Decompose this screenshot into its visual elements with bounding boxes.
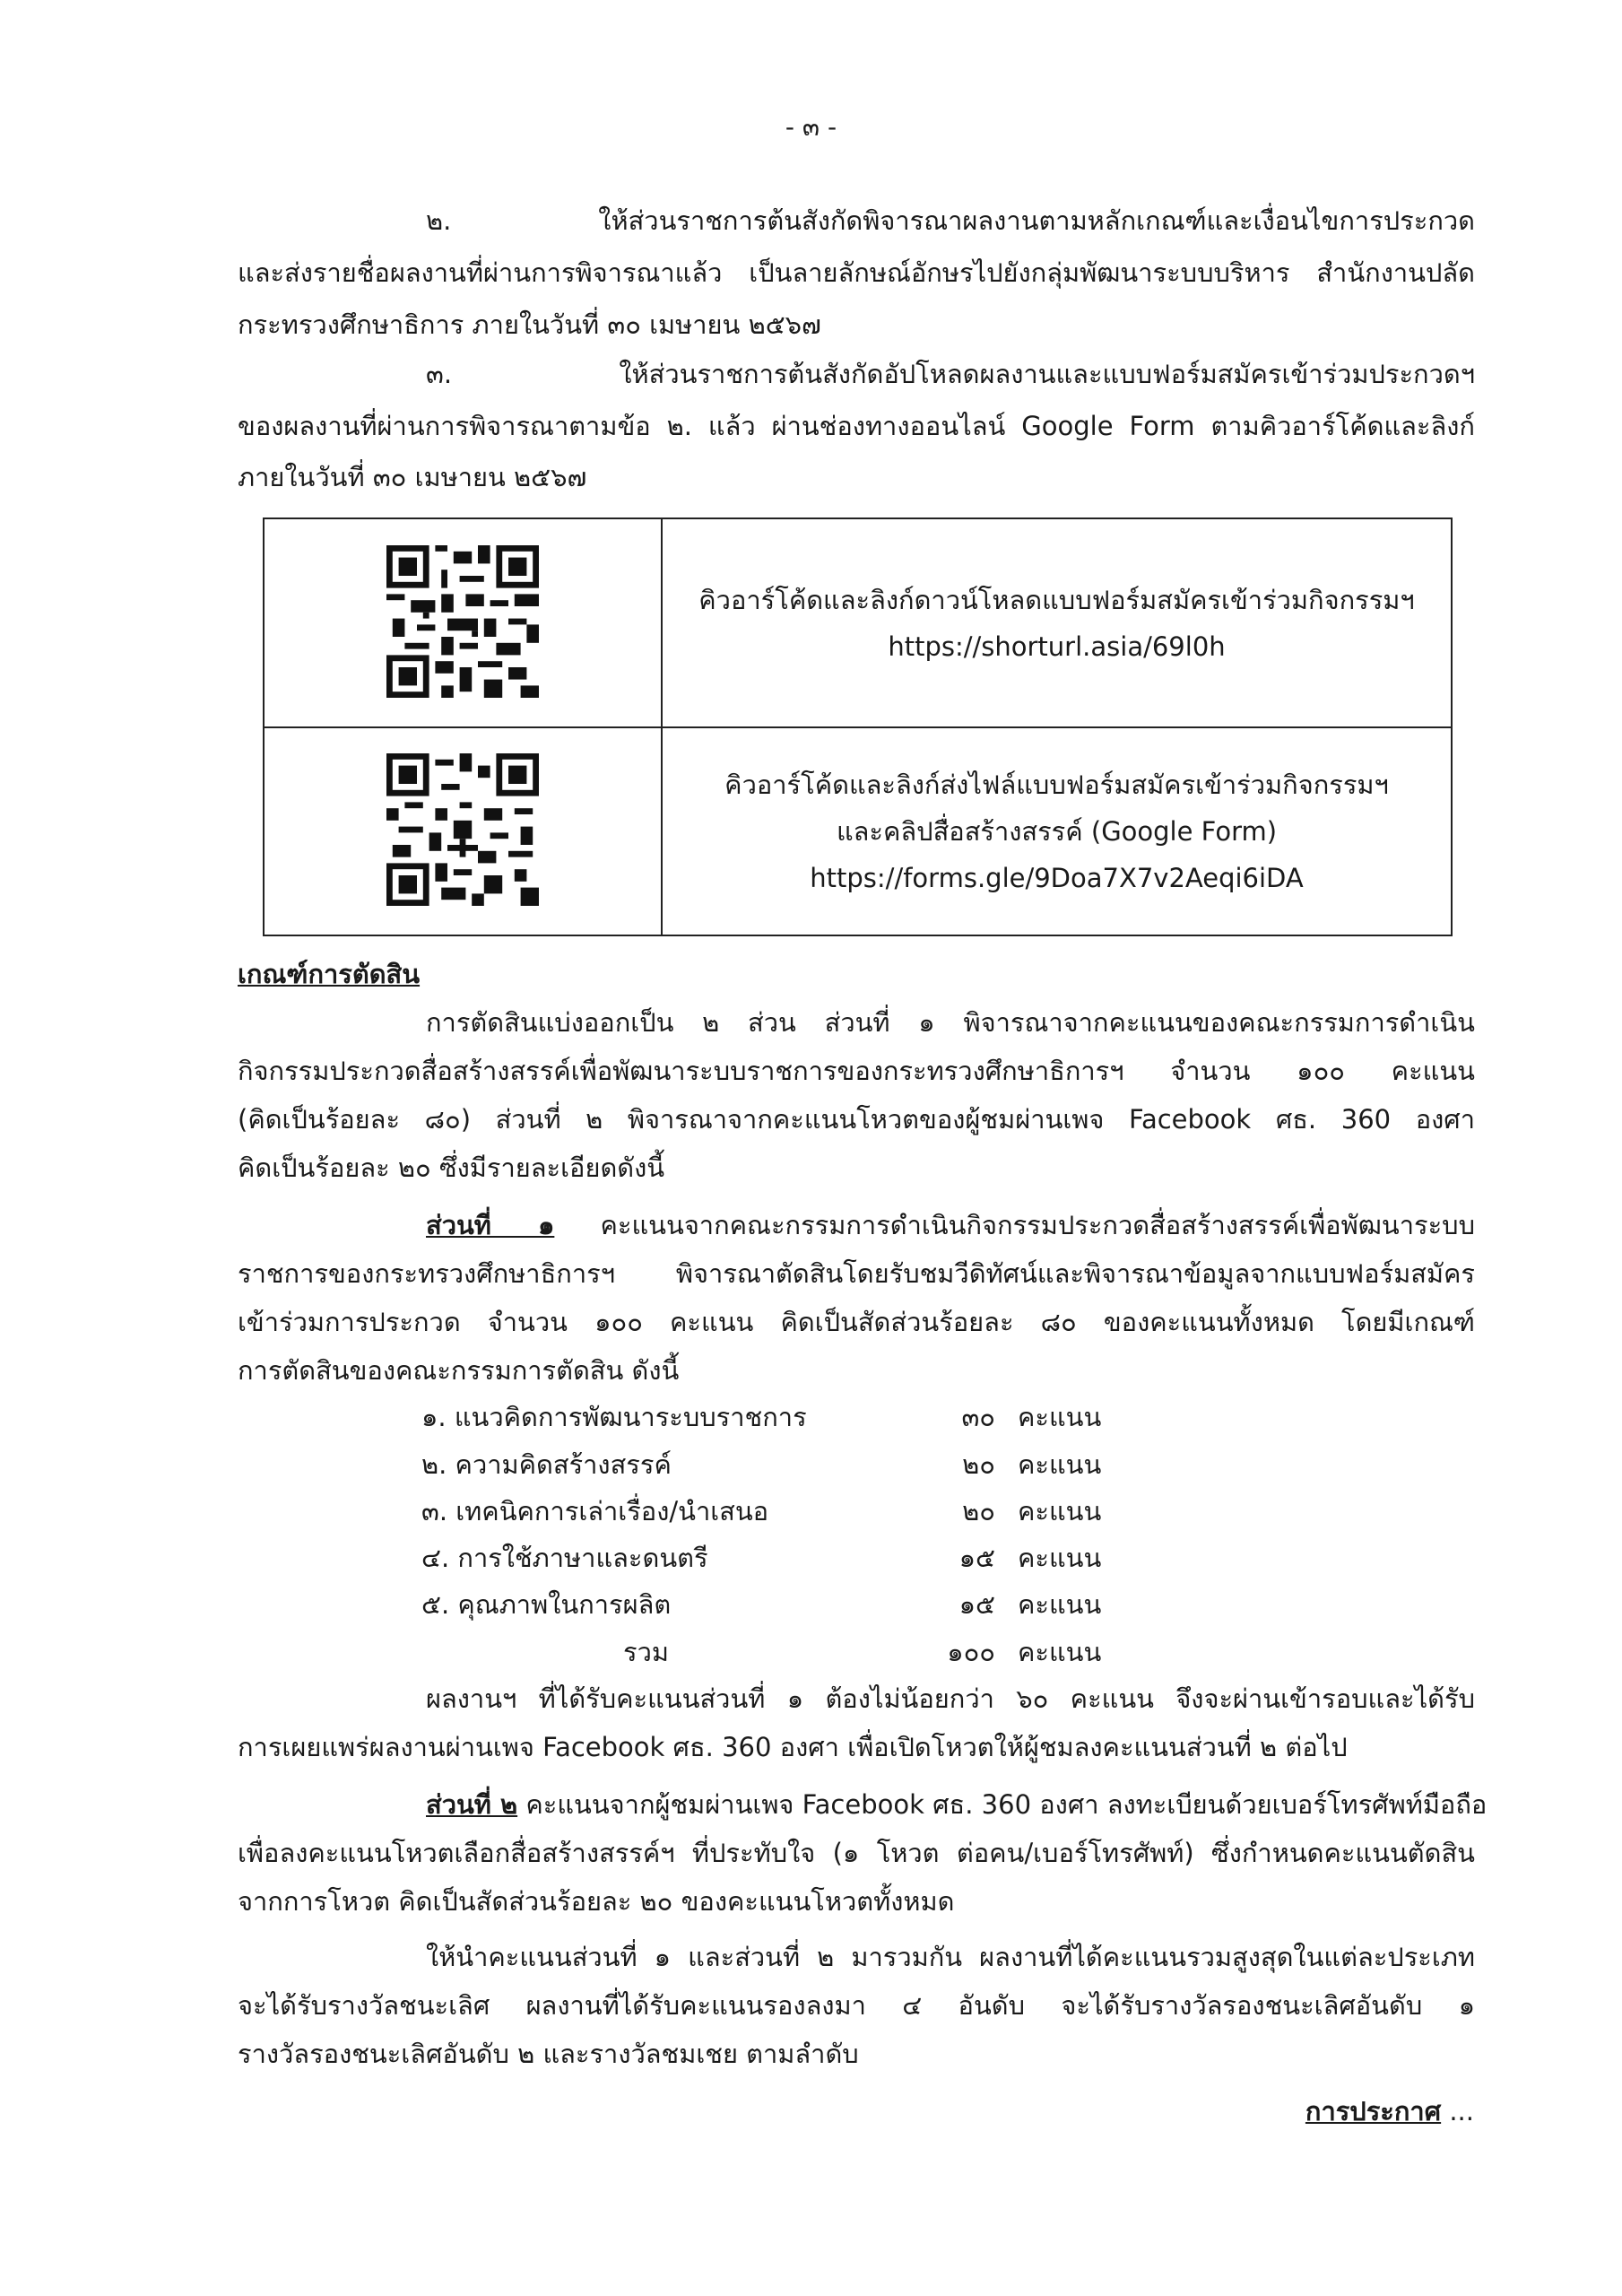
ellipsis: ... xyxy=(1441,2096,1474,2126)
qr-link-info xyxy=(662,727,1452,935)
criteria-item-score: ๑๕ xyxy=(958,1589,995,1620)
next-page-hint xyxy=(1305,2090,1474,2133)
criteria-item-score: ๒๐ xyxy=(962,1496,995,1526)
qr-caption-sub: และคลิปสื่อสร้างสรรค์ (Google Form) xyxy=(836,816,1278,847)
criteria-intro-line: กิจกรรมประกวดสื่อสร้างสรรค์เพื่อพัฒนาระบบราชการของกระทรวงศึกษาธิการฯ จำนวน ๑๐๐ คะแนน xyxy=(238,1056,1475,1086)
criteria-item-unit: คะแนน xyxy=(1018,1496,1102,1526)
next-section-label: การประกาศ xyxy=(1305,2096,1442,2126)
para2-line: กระทรวงศึกษาธิการ ภายในวันที่ ๓๐ เมษายน ๒๕๖๗ xyxy=(238,309,821,340)
form-link[interactable]: https://forms.gle/9Doa7X7v2Aeqi6iDA xyxy=(810,863,1304,893)
criteria-total-unit: คะแนน xyxy=(1018,1637,1102,1667)
qr-table xyxy=(263,517,1453,936)
part1-first-line xyxy=(426,1204,1475,1247)
part1-label: ส่วนที่ ๑ xyxy=(426,1210,555,1240)
criteria-item-score: ๓๐ xyxy=(961,1402,995,1432)
para3-line: ๓. ให้ส่วนราชการต้นสังกัดอัปโหลดผลงานและแบบฟอร์มสมัครเข้าร่วมประกวดฯ xyxy=(426,359,1475,389)
criteria-item-unit: คะแนน xyxy=(1018,1543,1102,1573)
qr-link-info xyxy=(662,518,1452,727)
part1-line: ราชการของกระทรวงศึกษาธิการฯ พิจารณาตัดสินโดยรับชมวีดิทัศน์และพิจารณาข้อมูลจากแบบฟอร์มสมัคร xyxy=(238,1258,1475,1289)
criteria-item-label: ๔. การใช้ภาษาและดนตรี xyxy=(421,1543,708,1573)
part1-line: การตัดสินของคณะกรรมการตัดสิน ดังนี้ xyxy=(238,1355,680,1386)
criteria-item-unit: คะแนน xyxy=(1018,1449,1102,1480)
criteria-heading: เกณฑ์การตัดสิน xyxy=(238,959,421,989)
criteria-item-unit: คะแนน xyxy=(1018,1402,1102,1432)
criteria-item-label: ๒. ความคิดสร้างสรรค์ xyxy=(421,1449,672,1480)
para2-line: และส่งรายชื่อผลงานที่ผ่านการพิจารณาแล้ว เป็นลายลักษณ์อักษรไปยังกลุ่มพัฒนาระบบบริหาร สำนักงานปลัด xyxy=(238,257,1475,288)
criteria-total-label: รวม xyxy=(623,1637,669,1667)
criteria-item-label: ๕. คุณภาพในการผลิต xyxy=(421,1589,672,1620)
para2-line: ๒. ให้ส่วนราชการต้นสังกัดพิจารณาผลงานตามหลักเกณฑ์และเงื่อนไขการประกวด xyxy=(426,205,1475,236)
part1-first-text: คะแนนจากคณะกรรมการดำเนินกิจกรรมประกวดสื่อสร้างสรรค์เพื่อพัฒนาระบบ xyxy=(554,1210,1475,1240)
criteria-item-unit: คะแนน xyxy=(1018,1589,1102,1620)
part2-first-text: คะแนนจากผู้ชมผ่านเพจ Facebook ศธ. 360 องศา ลงทะเบียนด้วยเบอร์โทรศัพท์มือถือ xyxy=(517,1789,1488,1820)
part2-first-line xyxy=(426,1783,1488,1826)
final-line: ให้นำคะแนนส่วนที่ ๑ และส่วนที่ ๒ มารวมกัน ผลงานที่ได้คะแนนรวมสูงสุดในแต่ละประเภท xyxy=(426,1942,1475,1972)
criteria-item-label: ๓. เทคนิคการเล่าเรื่อง/นำเสนอ xyxy=(421,1496,769,1526)
para3-line: ของผลงานที่ผ่านการพิจารณาตามข้อ ๒. แล้ว ผ่านช่องทางออนไลน์ Google Form ตามคิวอาร์โค้ดและลิงก์ xyxy=(238,411,1475,441)
final-line: จะได้รับรางวัลชนะเลิศ ผลงานที่ได้รับคะแนนรองลงมา ๔ อันดับ จะได้รับรางวัลรองชนะเลิศอันดับ ๑ xyxy=(238,1990,1475,2021)
download-link[interactable]: https://shorturl.asia/69l0h xyxy=(888,631,1226,662)
criteria-item-score: ๒๐ xyxy=(962,1449,995,1480)
qr-code-icon xyxy=(386,753,539,906)
qr-caption: คิวอาร์โค้ดและลิงก์ส่งไฟล์แบบฟอร์มสมัครเข้าร่วมกิจกรรมฯ xyxy=(724,770,1389,800)
part2-line: เพื่อลงคะแนนโหวตเลือกสื่อสร้างสรรค์ฯ ที่ประทับใจ (๑ โหวต ต่อคน/เบอร์โทรศัพท์) ซึ่งกำหนดคะแนนตัดสิน xyxy=(238,1838,1475,1868)
criteria-intro-line: คิดเป็นร้อยละ ๒๐ ซึ่งมีรายละเอียดดังนี้ xyxy=(238,1152,665,1183)
criteria-intro-line: การตัดสินแบ่งออกเป็น ๒ ส่วน ส่วนที่ ๑ พิจารณาจากคะแนนของคณะกรรมการดำเนิน xyxy=(426,1007,1475,1038)
page-number: - ๓ - xyxy=(785,112,837,142)
qr-cell xyxy=(264,727,662,935)
part2-line: จากการโหวต คิดเป็นสัดส่วนร้อยละ ๒๐ ของคะแนนโหวตทั้งหมด xyxy=(238,1886,955,1917)
part1-after-line: ผลงานฯ ที่ได้รับคะแนนส่วนที่ ๑ ต้องไม่น้อยกว่า ๖๐ คะแนน จึงจะผ่านเข้ารอบและได้รับ xyxy=(426,1683,1475,1714)
criteria-item-label: ๑. แนวคิดการพัฒนาระบบราชการ xyxy=(421,1402,807,1432)
part1-line: เข้าร่วมการประกวด จำนวน ๑๐๐ คะแนน คิดเป็นสัดส่วนร้อยละ ๘๐ ของคะแนนทั้งหมด โดยมีเกณฑ์ xyxy=(238,1307,1475,1337)
criteria-total-score: ๑๐๐ xyxy=(947,1637,995,1667)
para3-line: ภายในวันที่ ๓๐ เมษายน ๒๕๖๗ xyxy=(238,462,587,492)
part1-after-line: การเผยแพร่ผลงานผ่านเพจ Facebook ศธ. 360 องศา เพื่อเปิดโหวตให้ผู้ชมลงคะแนนส่วนที่ ๒ ต่อไป xyxy=(238,1732,1348,1762)
qr-caption: คิวอาร์โค้ดและลิงก์ดาวน์โหลดแบบฟอร์มสมัครเข้าร่วมกิจกรรมฯ xyxy=(698,584,1415,615)
criteria-intro-line: (คิดเป็นร้อยละ ๘๐) ส่วนที่ ๒ พิจารณาจากคะแนนโหวตของผู้ชมผ่านเพจ Facebook ศธ. 360 องศา xyxy=(238,1104,1475,1135)
qr-cell xyxy=(264,518,662,727)
criteria-item-score: ๑๕ xyxy=(958,1543,995,1573)
final-line: รางวัลรองชนะเลิศอันดับ ๒ และรางวัลชมเชย ตามลำดับ xyxy=(238,2039,859,2069)
qr-code-icon xyxy=(386,545,539,698)
part2-label: ส่วนที่ ๒ xyxy=(426,1789,518,1820)
